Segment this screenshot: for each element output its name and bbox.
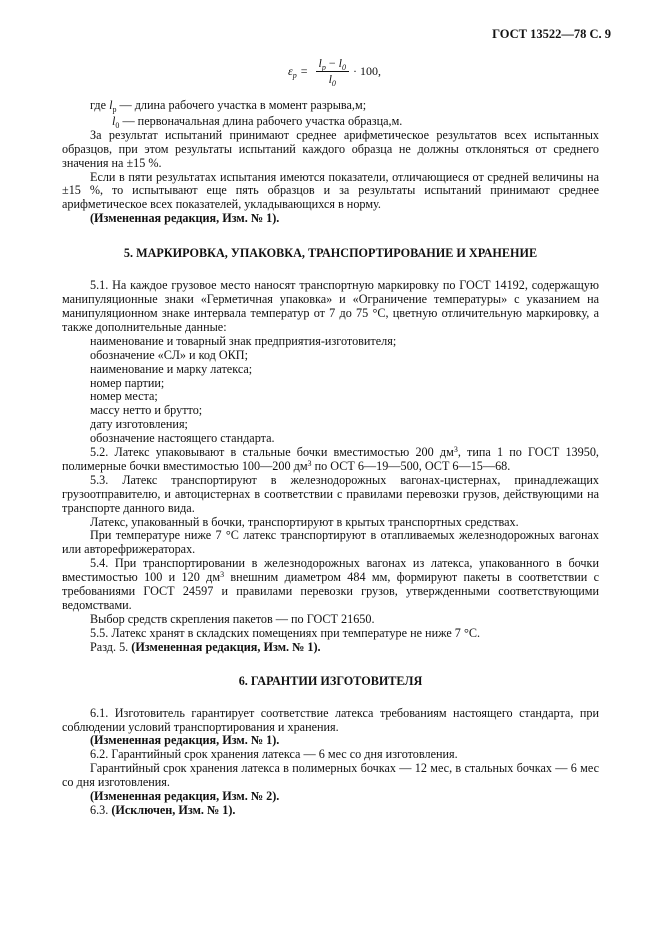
list-item: наименование и товарный знак предприятия-изготовителя;: [90, 333, 397, 348]
formula-tail: · 100,: [352, 64, 381, 78]
paragraph-repeat-test: Если в пяти результатах испытания имеются показатели, отличающиеся от средней величины на ±15 %, то испытывают еще пять образцов и за результаты испытаний принимают среднее арифметическое всех показателей, укладывающихся в норму.: [62, 169, 599, 212]
paragraph-5-3: 5.3. Латекс транспортируют в железнодорожных вагонах-цистернах, принадлежащих грузоотправителю, и автоцистернах в соответствии с правилами перевозки грузов, действующими на транспорте данного вида.: [62, 472, 599, 515]
formula-lhs: $\varepsilon_р$: [288, 64, 297, 80]
list-item: массу нетто и брутто;: [90, 403, 203, 418]
paragraph-5-3-drums: Латекс, упакованный в бочки, транспортируют в крытых транспортных средствах.: [90, 514, 519, 529]
list-item: номер места;: [90, 389, 158, 404]
section-5-title: 5. МАРКИРОВКА, УПАКОВКА, ТРАНСПОРТИРОВАНИЕ И ХРАНЕНИЕ: [123, 246, 538, 261]
marking-list: [62, 335, 599, 446]
section-6-title: 6. ГАРАНТИИ ИЗГОТОВИТЕЛЯ: [238, 673, 423, 688]
formula-fraction: [316, 57, 349, 86]
paragraph-5-2: 5.2. Латекс упаковывают в стальные бочки вместимостью 200 $дм^3$, типа 1 по ГОСТ 13950, полимерные бочки вместимостью 100—200 $дм^3$ по ОСТ 6—19—500, ОСТ 6—15—68.: [62, 445, 599, 473]
definition-l0: $l_0$ — первоначальная длина рабочего участка образца,м.: [112, 113, 403, 130]
paragraph-5-5: 5.5. Латекс хранят в складских помещениях при температуре не ниже 7 °С.: [90, 625, 480, 640]
list-item: наименование и марку латекса;: [90, 361, 253, 376]
document-body: [62, 99, 599, 818]
list-item: дату изготовления;: [90, 417, 188, 432]
revision-note: (Измененная редакция, Изм. № 2).: [90, 789, 280, 804]
paragraph-result-average: За результат испытаний принимают среднее арифметическое результатов всех испытанных образцов, при этом результаты испытаний каждого образца не должны отклоняться от среднего значения на ±15 %.: [62, 127, 599, 170]
paragraph-5-4: 5.4. При транспортировании в железнодорожных вагонах из латекса, упакованного в бочки вместимостью 100 и 120 $дм^3$ внешним диаметром 484 мм, формируют пакеты в соответствии с требованиями ГОСТ 24597 и правилами перевозки грузов, утвержденными соответствующими ведомствами.: [62, 556, 599, 612]
list-item: обозначение настоящего стандарта.: [90, 431, 275, 446]
paragraph-6-1: 6.1. Изготовитель гарантирует соответствие латекса требованиям настоящего стандарта, при соблюдении условий транспортирования и хранения.: [62, 705, 599, 734]
formula-equals: =: [300, 64, 308, 78]
revision-note: (Измененная редакция, Изм. № 1).: [90, 211, 280, 226]
paragraph-6-3: 6.3. (Исключен, Изм. № 1).: [90, 802, 236, 817]
formula-numerator: $l_р - l_0$: [316, 57, 349, 72]
list-item: обозначение «СЛ» и код ОКП;: [90, 347, 248, 362]
definition-lp: где $l_р$ — длина рабочего участка в момент разрыва,м;: [90, 98, 367, 114]
paragraph-6-2: 6.2. Гарантийный срок хранения латекса — 6 мес со дня изготовления.: [90, 747, 458, 762]
page-header: ГОСТ 13522—78 С. 9: [492, 27, 611, 41]
section-5-revision: Разд. 5. (Измененная редакция, Изм. № 1).: [90, 639, 321, 654]
paragraph-5-3-cold: При температуре ниже 7 °С латекс транспортируют в отапливаемых железнодорожных вагонах или авторефрижераторах.: [62, 528, 599, 557]
paragraph-5-1: 5.1. На каждое грузовое место наносят транспортную маркировку по ГОСТ 14192, содержащую манипуляционные знаки «Герметичная упаковка» и «Ограничение температуры» с указанием на манипуляционном знаке интервала температур от 7 до 75 °С, цветную отличительную маркировку, а также дополнительные данные:: [62, 278, 599, 334]
list-item: номер партии;: [90, 375, 165, 390]
paragraph-6-2-polymer: Гарантийный срок хранения латекса в полимерных бочках — 12 мес, в стальных бочках — 6 мес со дня изготовления.: [62, 761, 599, 790]
revision-note: (Измененная редакция, Изм. № 1).: [90, 733, 280, 748]
paragraph-5-4-fastening: Выбор средств скрепления пакетов — по ГОСТ 21650.: [90, 611, 375, 626]
elongation-formula: [288, 57, 381, 86]
formula-denominator: $l_0$: [328, 72, 336, 88]
